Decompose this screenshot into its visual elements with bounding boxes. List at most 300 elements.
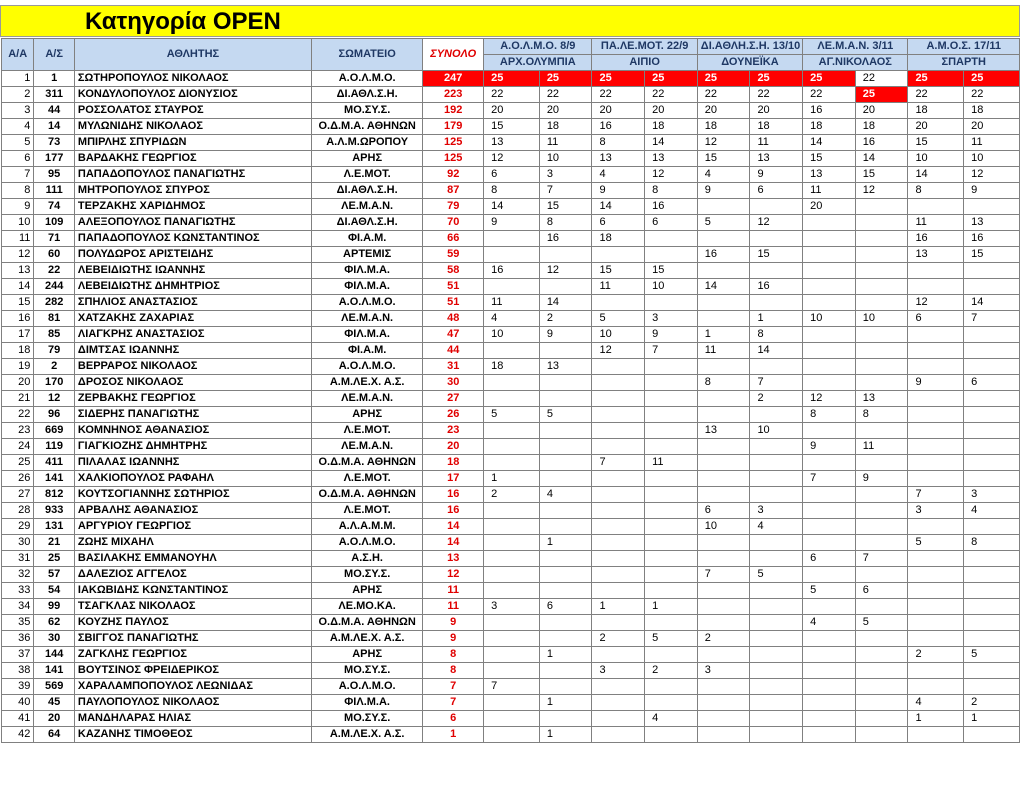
cell-score[interactable]: 18 (750, 119, 803, 135)
cell-as[interactable]: 141 (34, 663, 75, 679)
cell-score[interactable]: 11 (645, 455, 698, 471)
cell-club[interactable]: ΑΡΗΣ (311, 583, 422, 599)
cell-score[interactable]: 2 (964, 695, 1020, 711)
cell-score[interactable] (645, 695, 698, 711)
cell-score[interactable] (855, 535, 908, 551)
cell-as[interactable]: 131 (34, 519, 75, 535)
cell-score[interactable]: 7 (592, 455, 645, 471)
cell-score[interactable]: 3 (592, 663, 645, 679)
cell-athlete[interactable]: ΤΣΑΓΚΛΑΣ ΝΙΚΟΛΑΟΣ (74, 599, 311, 615)
cell-score[interactable]: 5 (855, 615, 908, 631)
cell-score[interactable] (697, 647, 750, 663)
cell-score[interactable]: 7 (855, 551, 908, 567)
cell-club[interactable]: Α.Ο.Λ.Μ.Ο. (311, 359, 422, 375)
cell-score[interactable]: 9 (908, 375, 964, 391)
cell-as[interactable]: 30 (34, 631, 75, 647)
cell-score[interactable]: 8 (803, 407, 856, 423)
cell-as[interactable]: 12 (34, 391, 75, 407)
cell-score[interactable]: 15 (484, 119, 540, 135)
cell-athlete[interactable]: ΜΗΤΡΟΠΟΥΛΟΣ ΣΠΥΡΟΣ (74, 183, 311, 199)
header-aa[interactable]: Α/Α (2, 39, 34, 71)
cell-as[interactable]: 669 (34, 423, 75, 439)
cell-score[interactable] (750, 231, 803, 247)
cell-score[interactable]: 7 (645, 343, 698, 359)
cell-score[interactable]: 15 (697, 151, 750, 167)
cell-aa[interactable]: 19 (2, 359, 34, 375)
cell-aa[interactable]: 16 (2, 311, 34, 327)
cell-score[interactable]: 25 (908, 71, 964, 87)
cell-score[interactable] (908, 599, 964, 615)
cell-score[interactable]: 22 (645, 87, 698, 103)
cell-score[interactable] (645, 231, 698, 247)
cell-score[interactable] (964, 727, 1020, 743)
cell-score[interactable] (803, 487, 856, 503)
cell-aa[interactable]: 21 (2, 391, 34, 407)
cell-as[interactable]: 71 (34, 231, 75, 247)
cell-score[interactable]: 3 (908, 503, 964, 519)
cell-score[interactable] (964, 359, 1020, 375)
cell-score[interactable] (803, 215, 856, 231)
cell-score[interactable]: 12 (908, 295, 964, 311)
cell-score[interactable]: 1 (539, 535, 592, 551)
cell-total[interactable]: 47 (423, 327, 484, 343)
cell-score[interactable] (855, 711, 908, 727)
cell-athlete[interactable]: ΜΑΝΔΗΛΑΡΑΣ ΗΛΙΑΣ (74, 711, 311, 727)
cell-score[interactable] (964, 663, 1020, 679)
cell-score[interactable] (697, 487, 750, 503)
cell-score[interactable]: 4 (645, 711, 698, 727)
cell-score[interactable] (645, 375, 698, 391)
cell-score[interactable]: 12 (803, 391, 856, 407)
cell-total[interactable]: 11 (423, 599, 484, 615)
cell-aa[interactable]: 32 (2, 567, 34, 583)
cell-score[interactable]: 6 (964, 375, 1020, 391)
cell-score[interactable]: 5 (484, 407, 540, 423)
cell-score[interactable] (645, 295, 698, 311)
cell-score[interactable] (539, 471, 592, 487)
cell-score[interactable]: 13 (697, 423, 750, 439)
cell-athlete[interactable]: ΛΕΒΕΙΔΙΩΤΗΣ ΙΩΑΝΝΗΣ (74, 263, 311, 279)
cell-score[interactable]: 16 (908, 231, 964, 247)
cell-score[interactable]: 9 (964, 183, 1020, 199)
cell-score[interactable] (539, 567, 592, 583)
cell-aa[interactable]: 37 (2, 647, 34, 663)
cell-score[interactable] (855, 679, 908, 695)
cell-score[interactable]: 18 (645, 119, 698, 135)
cell-score[interactable]: 2 (908, 647, 964, 663)
cell-as[interactable]: 144 (34, 647, 75, 663)
cell-score[interactable]: 10 (855, 311, 908, 327)
cell-score[interactable] (539, 711, 592, 727)
cell-score[interactable]: 12 (592, 343, 645, 359)
cell-score[interactable] (592, 647, 645, 663)
cell-score[interactable] (484, 439, 540, 455)
cell-score[interactable]: 4 (908, 695, 964, 711)
cell-score[interactable]: 9 (645, 327, 698, 343)
cell-score[interactable]: 11 (539, 135, 592, 151)
cell-athlete[interactable]: ΜΠΙΡΛΗΣ ΣΠΥΡΙΔΩΝ (74, 135, 311, 151)
cell-score[interactable] (750, 359, 803, 375)
cell-score[interactable] (855, 231, 908, 247)
cell-score[interactable] (908, 407, 964, 423)
cell-score[interactable] (964, 615, 1020, 631)
cell-score[interactable] (964, 519, 1020, 535)
header-event-3[interactable]: ΔΙ.ΑΘΛΗ.Σ.Η. 13/10 (697, 39, 802, 55)
cell-score[interactable] (750, 631, 803, 647)
cell-athlete[interactable]: ΓΙΑΓΚΙΟΖΗΣ ΔΗΜΗΤΡΗΣ (74, 439, 311, 455)
cell-total[interactable]: 247 (423, 71, 484, 87)
cell-score[interactable] (908, 423, 964, 439)
cell-score[interactable] (855, 455, 908, 471)
cell-as[interactable]: 109 (34, 215, 75, 231)
cell-score[interactable] (484, 519, 540, 535)
cell-score[interactable] (855, 599, 908, 615)
cell-score[interactable]: 25 (964, 71, 1020, 87)
cell-score[interactable]: 5 (645, 631, 698, 647)
cell-score[interactable]: 7 (484, 679, 540, 695)
cell-total[interactable]: 51 (423, 279, 484, 295)
cell-score[interactable]: 5 (964, 647, 1020, 663)
cell-score[interactable]: 16 (964, 231, 1020, 247)
cell-score[interactable] (855, 199, 908, 215)
cell-athlete[interactable]: ΛΕΒΕΙΔΙΩΤΗΣ ΔΗΜΗΤΡΙΟΣ (74, 279, 311, 295)
cell-score[interactable] (645, 647, 698, 663)
cell-score[interactable]: 13 (855, 391, 908, 407)
cell-as[interactable]: 244 (34, 279, 75, 295)
cell-score[interactable] (645, 519, 698, 535)
cell-score[interactable] (592, 679, 645, 695)
cell-score[interactable] (750, 455, 803, 471)
cell-score[interactable] (592, 711, 645, 727)
cell-aa[interactable]: 13 (2, 263, 34, 279)
cell-score[interactable] (697, 455, 750, 471)
cell-club[interactable]: Λ.Ε.ΜΟΤ. (311, 503, 422, 519)
cell-score[interactable] (539, 391, 592, 407)
cell-score[interactable]: 9 (855, 471, 908, 487)
cell-score[interactable] (484, 727, 540, 743)
cell-score[interactable] (484, 695, 540, 711)
cell-as[interactable]: 2 (34, 359, 75, 375)
cell-score[interactable] (697, 295, 750, 311)
cell-as[interactable]: 81 (34, 311, 75, 327)
cell-score[interactable] (484, 455, 540, 471)
cell-score[interactable]: 14 (645, 135, 698, 151)
cell-athlete[interactable]: ΚΟΥΖΗΣ ΠΑΥΛΟΣ (74, 615, 311, 631)
cell-score[interactable] (645, 407, 698, 423)
cell-aa[interactable]: 1 (2, 71, 34, 87)
cell-score[interactable]: 4 (964, 503, 1020, 519)
cell-total[interactable]: 125 (423, 135, 484, 151)
cell-score[interactable]: 18 (908, 103, 964, 119)
cell-total[interactable]: 14 (423, 535, 484, 551)
cell-score[interactable] (908, 343, 964, 359)
cell-score[interactable]: 1 (539, 647, 592, 663)
cell-score[interactable] (750, 599, 803, 615)
cell-total[interactable]: 27 (423, 391, 484, 407)
cell-score[interactable] (964, 343, 1020, 359)
cell-score[interactable] (908, 727, 964, 743)
cell-aa[interactable]: 36 (2, 631, 34, 647)
cell-score[interactable] (803, 423, 856, 439)
cell-score[interactable] (592, 439, 645, 455)
cell-as[interactable]: 79 (34, 343, 75, 359)
cell-score[interactable]: 1 (539, 727, 592, 743)
cell-aa[interactable]: 8 (2, 183, 34, 199)
cell-score[interactable]: 12 (484, 151, 540, 167)
cell-score[interactable] (964, 455, 1020, 471)
cell-aa[interactable]: 2 (2, 87, 34, 103)
cell-score[interactable]: 14 (697, 279, 750, 295)
cell-score[interactable]: 16 (803, 103, 856, 119)
cell-total[interactable]: 87 (423, 183, 484, 199)
cell-score[interactable] (539, 375, 592, 391)
cell-score[interactable]: 3 (697, 663, 750, 679)
cell-score[interactable] (964, 391, 1020, 407)
cell-score[interactable]: 8 (750, 327, 803, 343)
cell-score[interactable] (697, 535, 750, 551)
cell-score[interactable] (592, 407, 645, 423)
cell-score[interactable] (645, 359, 698, 375)
cell-club[interactable]: Ο.Δ.Μ.Α. ΑΘΗΝΩΝ (311, 119, 422, 135)
cell-score[interactable]: 15 (803, 151, 856, 167)
cell-score[interactable] (592, 535, 645, 551)
cell-score[interactable]: 2 (697, 631, 750, 647)
cell-score[interactable]: 11 (750, 135, 803, 151)
cell-athlete[interactable]: ΣΠΗΛΙΟΣ ΑΝΑΣΤΑΣΙΟΣ (74, 295, 311, 311)
cell-score[interactable] (484, 535, 540, 551)
cell-aa[interactable]: 26 (2, 471, 34, 487)
cell-score[interactable] (484, 615, 540, 631)
cell-score[interactable] (484, 551, 540, 567)
cell-score[interactable]: 2 (592, 631, 645, 647)
cell-total[interactable]: 58 (423, 263, 484, 279)
cell-score[interactable]: 11 (908, 215, 964, 231)
header-club[interactable]: ΣΩΜΑΤΕΙΟ (311, 39, 422, 71)
cell-athlete[interactable]: ΚΟΝΔΥΛΟΠΟΥΛΟΣ ΔΙΟΝΥΣΙΟΣ (74, 87, 311, 103)
cell-club[interactable]: ΦΙΛ.Μ.Α. (311, 695, 422, 711)
cell-score[interactable]: 14 (803, 135, 856, 151)
cell-as[interactable]: 812 (34, 487, 75, 503)
cell-score[interactable]: 16 (750, 279, 803, 295)
cell-aa[interactable]: 14 (2, 279, 34, 295)
cell-as[interactable]: 73 (34, 135, 75, 151)
cell-score[interactable]: 10 (750, 423, 803, 439)
cell-score[interactable]: 10 (592, 327, 645, 343)
cell-score[interactable]: 6 (539, 599, 592, 615)
cell-score[interactable] (645, 391, 698, 407)
cell-score[interactable] (697, 695, 750, 711)
cell-score[interactable]: 13 (592, 151, 645, 167)
cell-score[interactable]: 11 (964, 135, 1020, 151)
cell-score[interactable] (855, 279, 908, 295)
cell-score[interactable] (592, 391, 645, 407)
cell-score[interactable] (908, 455, 964, 471)
cell-as[interactable]: 44 (34, 103, 75, 119)
cell-as[interactable]: 141 (34, 471, 75, 487)
cell-score[interactable]: 5 (592, 311, 645, 327)
cell-club[interactable]: ΜΟ.ΣΥ.Σ. (311, 103, 422, 119)
cell-athlete[interactable]: ΛΙΑΓΚΡΗΣ ΑΝΑΣΤΑΣΙΟΣ (74, 327, 311, 343)
cell-score[interactable] (484, 343, 540, 359)
cell-athlete[interactable]: ΧΑΡΑΛΑΜΠΟΠΟΥΛΟΣ ΛΕΩΝΙΔΑΣ (74, 679, 311, 695)
header-event-2[interactable]: ΠΑ.ΛΕ.ΜΟΤ. 22/9 (592, 39, 697, 55)
header-place-1[interactable]: ΑΡΧ.ΟΛΥΜΠΙΑ (484, 55, 592, 71)
cell-score[interactable]: 25 (803, 71, 856, 87)
cell-score[interactable]: 6 (803, 551, 856, 567)
cell-score[interactable] (750, 551, 803, 567)
cell-score[interactable] (908, 471, 964, 487)
cell-score[interactable]: 1 (645, 599, 698, 615)
cell-score[interactable] (592, 551, 645, 567)
cell-score[interactable] (803, 279, 856, 295)
cell-score[interactable]: 3 (964, 487, 1020, 503)
cell-score[interactable]: 8 (697, 375, 750, 391)
cell-score[interactable] (697, 263, 750, 279)
cell-as[interactable]: 57 (34, 567, 75, 583)
cell-score[interactable]: 1 (697, 327, 750, 343)
cell-as[interactable]: 54 (34, 583, 75, 599)
cell-score[interactable] (964, 599, 1020, 615)
cell-score[interactable] (908, 279, 964, 295)
cell-score[interactable]: 8 (908, 183, 964, 199)
cell-score[interactable]: 15 (645, 263, 698, 279)
cell-score[interactable]: 6 (855, 583, 908, 599)
cell-as[interactable]: 62 (34, 615, 75, 631)
cell-athlete[interactable]: ΒΑΣΙΛΑΚΗΣ ΕΜΜΑΝΟΥΗΛ (74, 551, 311, 567)
cell-score[interactable] (592, 519, 645, 535)
cell-club[interactable]: Α.Σ.Η. (311, 551, 422, 567)
cell-as[interactable]: 111 (34, 183, 75, 199)
cell-score[interactable] (645, 423, 698, 439)
cell-athlete[interactable]: ΧΑΤΖΑΚΗΣ ΖΑΧΑΡΙΑΣ (74, 311, 311, 327)
cell-score[interactable]: 1 (964, 711, 1020, 727)
cell-score[interactable]: 11 (697, 343, 750, 359)
cell-club[interactable]: Α.Μ.ΛΕ.Χ. Α.Σ. (311, 727, 422, 743)
cell-score[interactable] (484, 583, 540, 599)
cell-score[interactable]: 2 (539, 311, 592, 327)
cell-aa[interactable]: 6 (2, 151, 34, 167)
cell-score[interactable]: 1 (750, 311, 803, 327)
cell-total[interactable]: 17 (423, 471, 484, 487)
cell-score[interactable] (697, 583, 750, 599)
cell-score[interactable]: 3 (645, 311, 698, 327)
cell-score[interactable] (592, 423, 645, 439)
cell-score[interactable] (803, 455, 856, 471)
cell-score[interactable]: 25 (645, 71, 698, 87)
cell-score[interactable]: 22 (592, 87, 645, 103)
cell-score[interactable] (908, 263, 964, 279)
cell-score[interactable] (645, 535, 698, 551)
cell-score[interactable] (908, 551, 964, 567)
cell-total[interactable]: 8 (423, 663, 484, 679)
cell-score[interactable] (484, 231, 540, 247)
cell-athlete[interactable]: ΑΡΓΥΡΙΟΥ ΓΕΩΡΓΙΟΣ (74, 519, 311, 535)
cell-score[interactable]: 8 (645, 183, 698, 199)
cell-club[interactable]: ΛΕ.Μ.Α.Ν. (311, 199, 422, 215)
cell-score[interactable]: 7 (539, 183, 592, 199)
cell-score[interactable]: 3 (484, 599, 540, 615)
cell-aa[interactable]: 42 (2, 727, 34, 743)
cell-score[interactable] (964, 631, 1020, 647)
cell-score[interactable] (855, 215, 908, 231)
cell-score[interactable] (855, 727, 908, 743)
cell-score[interactable] (750, 295, 803, 311)
cell-aa[interactable]: 15 (2, 295, 34, 311)
cell-score[interactable] (803, 599, 856, 615)
cell-as[interactable]: 177 (34, 151, 75, 167)
cell-as[interactable]: 60 (34, 247, 75, 263)
cell-score[interactable] (803, 343, 856, 359)
cell-total[interactable]: 92 (423, 167, 484, 183)
header-event-5[interactable]: Α.Μ.Ο.Σ. 17/11 (908, 39, 1020, 55)
header-place-3[interactable]: ΔΟΥΝΕΪΚΑ (697, 55, 802, 71)
cell-score[interactable]: 10 (697, 519, 750, 535)
cell-score[interactable]: 14 (908, 167, 964, 183)
cell-score[interactable] (803, 631, 856, 647)
cell-score[interactable]: 1 (908, 711, 964, 727)
cell-aa[interactable]: 18 (2, 343, 34, 359)
cell-aa[interactable]: 35 (2, 615, 34, 631)
cell-athlete[interactable]: ΖΕΡΒΑΚΗΣ ΓΕΩΡΓΙΟΣ (74, 391, 311, 407)
cell-total[interactable]: 14 (423, 519, 484, 535)
cell-score[interactable]: 14 (750, 343, 803, 359)
cell-score[interactable] (855, 663, 908, 679)
cell-score[interactable] (539, 247, 592, 263)
cell-score[interactable] (592, 375, 645, 391)
cell-score[interactable]: 18 (803, 119, 856, 135)
cell-athlete[interactable]: ΖΩΗΣ ΜΙΧΑΗΛ (74, 535, 311, 551)
cell-score[interactable] (908, 631, 964, 647)
cell-score[interactable] (592, 695, 645, 711)
cell-total[interactable]: 16 (423, 503, 484, 519)
cell-score[interactable] (964, 583, 1020, 599)
cell-score[interactable]: 2 (750, 391, 803, 407)
cell-score[interactable] (964, 471, 1020, 487)
cell-score[interactable] (964, 423, 1020, 439)
cell-score[interactable] (750, 647, 803, 663)
cell-total[interactable]: 6 (423, 711, 484, 727)
cell-score[interactable]: 3 (750, 503, 803, 519)
cell-score[interactable]: 16 (855, 135, 908, 151)
cell-score[interactable] (484, 567, 540, 583)
cell-score[interactable] (645, 727, 698, 743)
cell-score[interactable]: 4 (592, 167, 645, 183)
cell-total[interactable]: 8 (423, 647, 484, 663)
cell-aa[interactable]: 17 (2, 327, 34, 343)
cell-club[interactable]: ΦΙΛ.Μ.Α. (311, 263, 422, 279)
cell-score[interactable] (484, 391, 540, 407)
cell-athlete[interactable]: ΠΙΛΑΛΑΣ ΙΩΑΝΝΗΣ (74, 455, 311, 471)
cell-score[interactable] (539, 615, 592, 631)
cell-total[interactable]: 7 (423, 679, 484, 695)
cell-as[interactable]: 411 (34, 455, 75, 471)
cell-club[interactable]: ΑΡΗΣ (311, 151, 422, 167)
cell-total[interactable]: 9 (423, 615, 484, 631)
cell-club[interactable]: ΑΡΗΣ (311, 647, 422, 663)
cell-score[interactable]: 14 (484, 199, 540, 215)
cell-score[interactable] (855, 487, 908, 503)
cell-score[interactable] (750, 615, 803, 631)
cell-score[interactable]: 16 (484, 263, 540, 279)
cell-score[interactable]: 13 (908, 247, 964, 263)
cell-total[interactable]: 12 (423, 567, 484, 583)
cell-score[interactable]: 25 (750, 71, 803, 87)
cell-athlete[interactable]: ΚΑΖΑΝΗΣ ΤΙΜΟΘΕΟΣ (74, 727, 311, 743)
cell-score[interactable] (964, 327, 1020, 343)
cell-score[interactable] (697, 615, 750, 631)
cell-score[interactable]: 9 (803, 439, 856, 455)
cell-score[interactable] (592, 727, 645, 743)
